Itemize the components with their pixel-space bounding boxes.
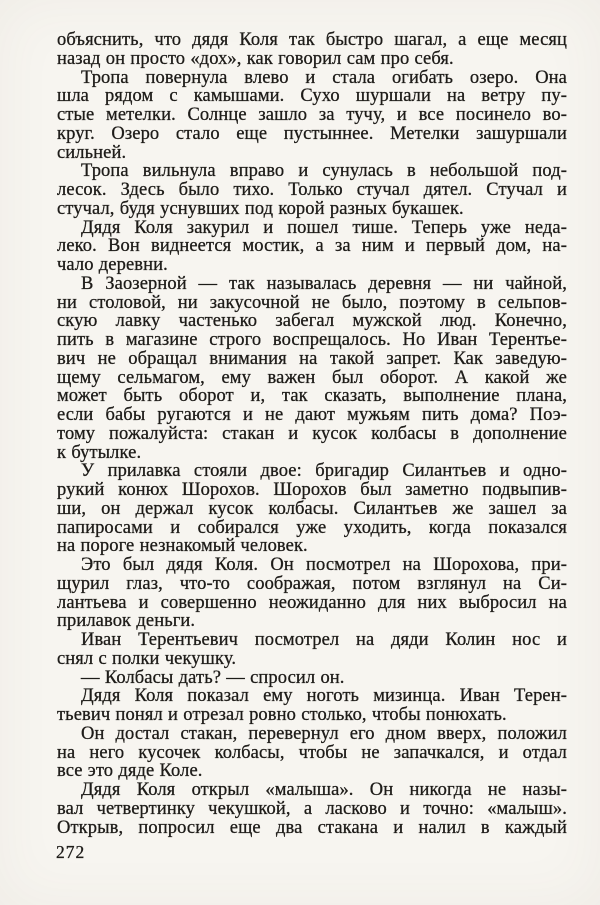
- text-line: стые метелки. Солнце зашло за тучу, и все посинело во-: [57, 105, 567, 125]
- text-line: шла рядом с камышами. Сухо шуршали на ветру пу-: [57, 86, 567, 107]
- text-line: — Колбасы дать? — спросил он.: [81, 667, 345, 688]
- text-line: вал четвертинку чекушкой, а ласково и точно: «малыш».: [57, 798, 567, 819]
- text-line: вич не обращал внимания на такой запрет. Как заведую-: [57, 348, 567, 369]
- text-line: щурил глаз, что-то соображая, потом взглянул на Си-: [57, 573, 567, 594]
- text-line: щему сельмагом, ему важен был оборот. А какой же: [57, 367, 567, 388]
- text-line: рукий конюх Шорохов. Шорохов был заметно подвыпив-: [57, 480, 567, 500]
- text-line: назад он просто «дох», как говорил сам про себя.: [57, 48, 454, 69]
- text-line: тьевич понял и отрезал ровно столько, чтобы понюхать.: [57, 705, 507, 725]
- text-line: чало деревни.: [57, 255, 168, 275]
- text-line: стучал, будя уснувших под корой разных букашек.: [57, 198, 464, 219]
- text-line: леко. Вон виднеется мостик, а за ним и первый дом, на-: [57, 236, 567, 257]
- text-line: скую лавку частенько забегал мужской люд. Конечно,: [57, 311, 567, 332]
- text-line: папиросами и собирался уже уходить, когда показался: [57, 517, 567, 538]
- text-line: объяснить, что дядя Коля так быстро шагал, а еще месяц: [57, 30, 567, 50]
- page-number: 272: [56, 842, 86, 862]
- text-line: если бабы ругаются и не дают мужьям пить дома? Поэ-: [57, 405, 567, 425]
- text-line: ни столовой, ни закусочной не было, поэтому в сельпов-: [57, 292, 567, 313]
- text-line: к бутылке.: [57, 442, 142, 463]
- text-line: Это был дядя Коля. Он посмотрел на Шорохова, при-: [81, 555, 567, 575]
- text-line: ши, он держал кусок колбасы. Силантьев же зашел за: [57, 498, 567, 519]
- text-line: Тропа вильнула вправо и сунулась в небольшой под-: [81, 161, 567, 182]
- text-line: лантьева и совершенно неожиданно для них выбросил на: [57, 592, 567, 613]
- text-line: Он достал стакан, перевернул его дном вверх, положил: [81, 723, 567, 744]
- text-line: прилавок деньги.: [57, 611, 196, 632]
- text-line: снял с полки чекушку.: [57, 648, 237, 669]
- text-line: на пороге незнакомый человек.: [57, 536, 308, 557]
- text-line: Тропа повернула влево и стала огибать озеро. Она: [81, 67, 567, 88]
- text-line: В Заозерной — так называлась деревня — ни чайной,: [81, 273, 567, 294]
- text-line: тому пожалуйста: стакан и кусок колбасы в дополнение: [57, 423, 567, 444]
- text-line: Дядя Коля закурил и пошел тише. Теперь уже неда-: [81, 217, 567, 238]
- text-line: Дядя Коля показал ему ноготь мизинца. Иван Терен-: [81, 686, 567, 707]
- text-line: пить в магазине строго воспрещалось. Но Иван Терентье-: [57, 330, 567, 350]
- text-line: Открыв, попросил еще два стакана и налил в каждый: [57, 817, 567, 838]
- text-line: Дядя Коля открыл «малыша». Он никогда не назы-: [81, 780, 567, 800]
- text-line: сильней.: [57, 142, 127, 163]
- text-line: лесок. Здесь было тихо. Только стучал дятел. Стучал и: [57, 180, 567, 200]
- text-line: все это дяде Коле.: [57, 761, 203, 782]
- text-line: на него кусочек колбасы, чтобы не запачкался, и отдал: [57, 742, 567, 763]
- page-text: [57, 31, 567, 837]
- text-line: может быть оборот и, так сказать, выполнение плана,: [57, 386, 567, 407]
- text-line: У прилавка стояли двое: бригадир Силантьев и одно-: [81, 461, 567, 482]
- text-line: Иван Терентьевич посмотрел на дяди Колин нос и: [81, 630, 567, 650]
- text-line: круг. Озеро стало еще пустыннее. Метелки зашуршали: [57, 123, 567, 144]
